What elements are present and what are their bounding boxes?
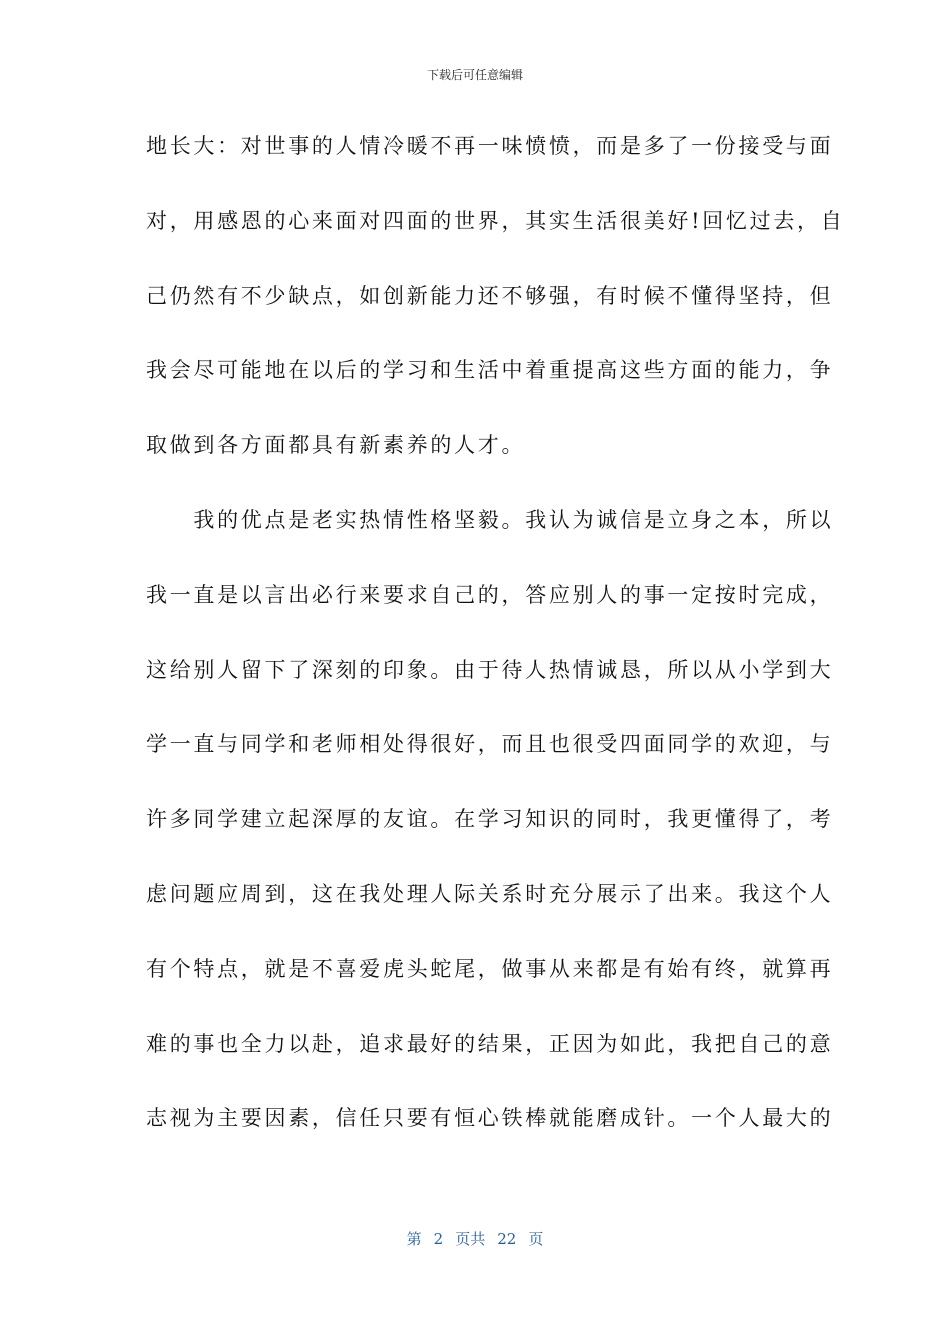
text-line: 己仍然有不少缺点，如创新能力还不够强，有时候不懂得坚持，但 <box>146 283 834 308</box>
text-line: 取做到各方面都具有新素养的人才。 <box>146 433 526 458</box>
text-line: 对，用感恩的心来面对四面的世界，其实生活很美好!回忆过去，自 <box>146 208 845 233</box>
text-line: 志视为主要因素，信任只要有恒心铁棒就能磨成针。一个人最大的 <box>146 1106 834 1131</box>
text-line: 虑问题应周到，这在我处理人际关系时充分展示了出来。我这个人 <box>146 881 834 906</box>
current-page-number: 2 <box>433 1230 444 1248</box>
footer-middle: 页共 <box>455 1230 486 1248</box>
text-line: 地长大：对世事的人情冷暖不再一味愤愤，而是多了一份接受与面 <box>146 134 834 158</box>
document-body <box>146 122 845 1169</box>
text-line: 这给别人留下了深刻的印象。由于待人热情诚恳，所以从小学到大 <box>146 657 834 682</box>
text-line: 我的优点是老实热情性格坚毅。我认为诚信是立身之本，所以 <box>146 507 834 532</box>
text-line: 我会尽可能地在以后的学习和生活中着重提高这些方面的能力，争 <box>146 358 834 383</box>
text-line: 许多同学建立起深厚的友谊。在学习知识的同时，我更懂得了，考 <box>146 807 834 832</box>
text-line: 学一直与同学和老师相处得很好，而且也很受四面同学的欢迎，与 <box>146 732 834 757</box>
text-line: 有个特点，就是不喜爱虎头蛇尾，做事从来都是有始有终，就算再 <box>146 956 834 981</box>
text-line: 我一直是以言出必行来要求自己的，答应别人的事一定按时完成， <box>146 582 834 607</box>
page-footer <box>0 1229 950 1249</box>
page-header: 下载后可任意编辑 <box>426 68 523 82</box>
footer-suffix: 页 <box>528 1230 544 1248</box>
total-pages-number: 22 <box>497 1230 517 1248</box>
text-line: 难的事也全力以赴，追求最好的结果，正因为如此，我把自己的意 <box>146 1031 834 1056</box>
footer-prefix: 第 <box>406 1230 422 1248</box>
